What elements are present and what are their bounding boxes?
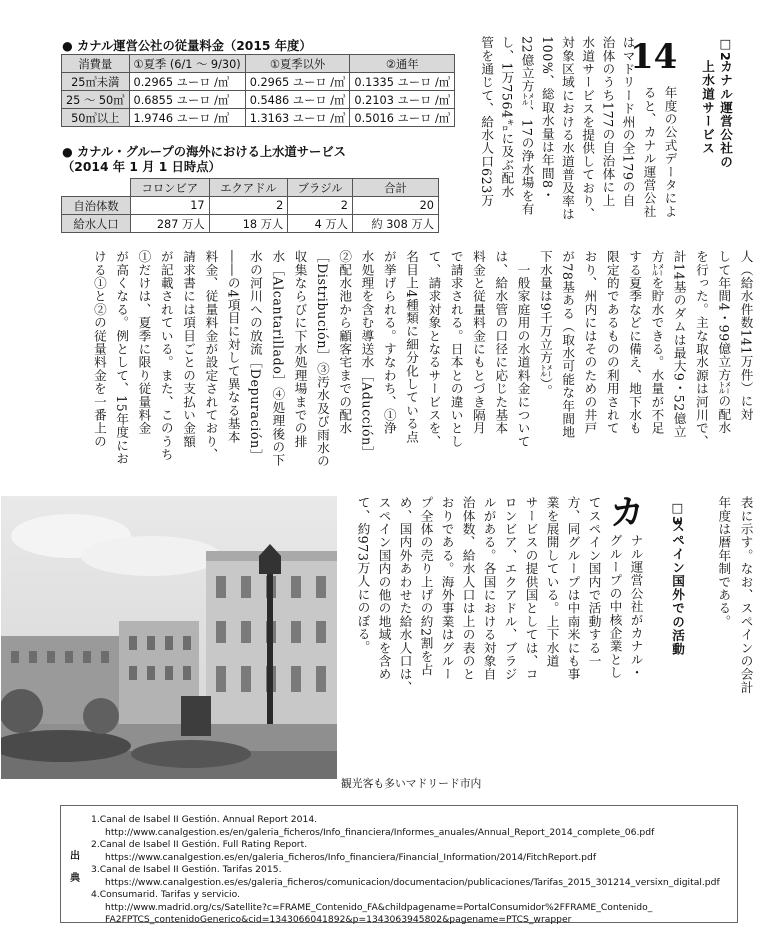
table-cell: 0.6855 ユーロ /㎥ xyxy=(129,91,245,109)
table-header-cell: ②通年 xyxy=(350,55,455,73)
sources-box xyxy=(60,805,738,923)
section2-lower-col-8: が78基ある（取水可能な年間地 xyxy=(560,250,576,439)
section3-heading-text: スペイン国外での活動 xyxy=(670,520,685,656)
section2-heading-line2: 上水道サービス xyxy=(700,60,715,156)
photo-caption: 観光客も多いマドリード市内 xyxy=(341,777,482,790)
section2-lower-col-16: が挙げられる。すなわち、①浄 xyxy=(381,250,397,435)
section2-lower-col-9: 下水量は9千万立方㍍）。 xyxy=(537,250,553,398)
section2-lower-col-0: 人（給水件数141万件）に対 xyxy=(738,250,754,422)
table-cell: 約 308 万人 xyxy=(352,215,438,233)
source-title: 3.Canal de Isabel II Gestión. Tarifas 2015. xyxy=(91,864,282,875)
table-row xyxy=(62,91,455,109)
table2-title-line1: ● カナル・グループの海外における上水道サービス xyxy=(62,145,346,159)
section2-lower-col-28: が高くなる。例として、15年度にお xyxy=(114,250,130,466)
sources-label xyxy=(67,846,83,890)
section2-upper-col-8: し、1万7564㌔に及ぶ配水 xyxy=(499,36,515,198)
table-cell: 0.2965 ユーロ /㎥ xyxy=(129,73,245,91)
source-title: 1.Canal de Isabel II Gestión. Annual Report 2014. xyxy=(91,814,318,825)
table-cell: 2 xyxy=(288,197,353,215)
table-cell: 0.2103 ユーロ /㎥ xyxy=(350,91,455,109)
table-overseas-service xyxy=(61,178,439,233)
photo-illustration xyxy=(1,496,337,779)
table2-title-line2: （2014 年 1 月 1 日時点） xyxy=(62,160,221,174)
sources-label-char: 出 xyxy=(70,851,80,862)
madrid-street-photo xyxy=(1,496,337,779)
section3-col-4: ロンビア、エクアドル、ブラジ xyxy=(502,496,518,681)
table-cell: 20 xyxy=(352,197,438,215)
section3-col-6: 治体数、給水人口は上の表のと xyxy=(460,496,476,681)
section2-lower-col-26: が記載されている。また、このうち xyxy=(158,250,174,462)
section3-col-0: てスペイン国内で活動する一 xyxy=(586,496,602,668)
section3-col-9: め、国内外あわせた給水人口は、 xyxy=(397,496,413,694)
table-header-row xyxy=(62,55,455,73)
section2-upper-col-5: 対象区域における水道普及率は xyxy=(559,36,575,221)
table-canal-rates xyxy=(61,54,455,127)
table-header-cell: ①夏季以外 xyxy=(245,55,350,73)
section2-lower-col-11: は、給水管の口径に応じた基本 xyxy=(493,250,509,435)
table-cell: 2 xyxy=(209,197,288,215)
table-cell: 自治体数 xyxy=(62,197,131,215)
section2-heading-line1: カナル運営公社の xyxy=(718,60,733,169)
section2-upper-col-3: 治体のうち177の自治体に上 xyxy=(600,36,616,208)
section2-lower-col-20: 収集ならびに下水処理場までの排 xyxy=(292,250,308,448)
table-cell: 給水人口 xyxy=(62,215,131,233)
table-cell: 287 万人 xyxy=(131,215,210,233)
section2-lower-col-1: して年間4・99億立方㍍の配水 xyxy=(716,250,732,435)
table-header-cell: ブラジル xyxy=(288,179,353,197)
section2-lower-col-19: ［Distribución］③汚水及び雨水の xyxy=(314,250,330,468)
section2-lower-col-24: 料金、従量料金が設定されており、 xyxy=(203,250,219,462)
section2-lower-col-7: おり、州内にはそのための井戸 xyxy=(582,250,598,435)
table-header-row xyxy=(62,179,439,197)
section3-col-2: 業を展開している。上下水道 xyxy=(544,496,560,668)
table-cell: 18 万人 xyxy=(209,215,288,233)
section3-col-5: ルがある。各国における対象自 xyxy=(481,496,497,681)
table-header-cell xyxy=(62,179,131,197)
section2-lower-col-2: を行った。主な取水源は河川で、 xyxy=(693,250,709,448)
table-row xyxy=(62,215,439,233)
table-cell: 25 ～ 50㎥ xyxy=(62,91,130,109)
section3-col-10: スペイン国内の他の地域を含め xyxy=(376,496,392,681)
section3-col-a0: ナル運営公社がカナル・ xyxy=(628,534,644,680)
table-row xyxy=(62,73,455,91)
section2-heading-number: □2 xyxy=(718,36,733,62)
section3-col-3: サービスの提供国としては、コ xyxy=(523,496,539,681)
source-url-link[interactable]: http://www.canalgestion.es/en/galeria_ficheros/Info_financiera/Informes_anuales/Annual_Report_2014_complete_06.pdf xyxy=(105,826,655,838)
section2-lower-col-14: て、請求対象となるサービスを、 xyxy=(426,250,442,448)
table-cell: 0.5016 ユーロ /㎥ xyxy=(350,109,455,127)
section2-lower-col-13: で請求される。日本との違いとし xyxy=(448,250,464,448)
section3-col-8: プ全体の売り上げの約2割を占 xyxy=(418,496,434,677)
section2-lower-col-27: ①だけは、夏季に限り従量料金 xyxy=(136,250,152,435)
section2-lower-col-15: 名目上4種類に細分化している点 xyxy=(404,250,420,444)
section2-bottom-col-1: 年度は暦年制である。 xyxy=(716,496,732,628)
table-cell: 50㎥以上 xyxy=(62,109,130,127)
section2-upper-col-4: 水道サービスを提供しており、 xyxy=(580,36,596,221)
section2-lower-col-22: 水の河川への放流［Depuración］ xyxy=(247,250,263,463)
table-cell: 0.5486 ユーロ /㎥ xyxy=(245,91,350,109)
section2-lower-col-5: する夏季などに備え、地下水も xyxy=(627,250,643,435)
section2-lower-col-12: 料金と従量料金にもとづき隔月 xyxy=(470,250,486,435)
section2-bottom-col-0: 表に示す。なお、スペインの会計 xyxy=(738,496,754,694)
section2-lower-col-4: 方㍍を貯水できる。水量が不足 xyxy=(649,250,665,435)
section2-lower-col-18: ②配水池から顧客宅までの配水 xyxy=(337,250,353,435)
section3-col-11: て、約973万人にのぼる。 xyxy=(355,496,371,654)
table-cell: 1.3163 ユーロ /㎥ xyxy=(245,109,350,127)
table-header-cell: 消費量 xyxy=(62,55,130,73)
section3-col-7: おりである。海外事業はグルー xyxy=(439,496,455,681)
section2-lower-col-17: 水処理を含む導送水［Aducción］ xyxy=(359,250,375,460)
section3-col-1: 方、同グループは中南米にも事 xyxy=(565,496,581,681)
table-row xyxy=(62,109,455,127)
section3-heading-number: □3 xyxy=(670,500,685,526)
source-url-link[interactable]: https://www.canalgestion.es/es/galeria_ficheros/comunicacion/documentacion/publicaciones/Tarifas_2015_301214_versixn_digital.pdf xyxy=(105,876,720,888)
section2-lower-col-10: 一般家庭用の水道料金について xyxy=(515,250,531,448)
table-cell: 17 xyxy=(131,197,210,215)
table1-title: ● カナル運営公社の従量料金（2015 年度） xyxy=(62,39,312,53)
source-url-link[interactable]: FA2FPTCS_contenidoGenerico&cid=1343066041892&p=1343063945802&pagename=PTCS_wrapper xyxy=(105,914,572,925)
section2-upper-col-1: ると、カナル運営公社 xyxy=(641,86,657,218)
table-header-cell: 合計 xyxy=(352,179,438,197)
table-cell: 1.9746 ユーロ /㎥ xyxy=(129,109,245,127)
section2-lower-col-29: ける①と②の従量料金を一番上の xyxy=(91,250,107,448)
section2-lower-col-25: 請求書には項目ごとの支払い金額 xyxy=(181,250,197,448)
section2-big-number: 14 xyxy=(630,37,678,77)
section2-lower-col-21: 水［Alcantarillado］④処理後の下 xyxy=(270,250,286,467)
section3-big-char: カ xyxy=(610,493,644,533)
section2-lower-col-23: ――の4項目に対して異なる基本 xyxy=(225,250,241,444)
table-cell: 0.1335 ユーロ /㎥ xyxy=(350,73,455,91)
section2-upper-col-7: 22億立方㍍、17の浄水場を有 xyxy=(519,36,535,216)
section2-upper-col-6: 100%、総取水量は年間8・ xyxy=(539,36,555,202)
source-url-link[interactable]: http://www.madrid.org/cs/Satellite?c=FRAME_Contenido_FA&childpagename=PortalConsumidor%2FFRAME_Contenido_ xyxy=(105,901,653,913)
section3-col-a1: グループの中核企業とし xyxy=(607,534,623,680)
table-header-cell: ①夏季 (6/1 ～ 9/30) xyxy=(129,55,245,73)
section2-upper-col-9: 管を通じて、給水人口623万 xyxy=(479,36,495,208)
source-title: 2.Canal de Isabel II Gestión. Full Rating Report. xyxy=(91,839,308,850)
table-header-cell: コロンビア xyxy=(131,179,210,197)
table-cell: 25㎥未満 xyxy=(62,73,130,91)
table-cell: 0.2965 ユーロ /㎥ xyxy=(245,73,350,91)
sources-list xyxy=(91,814,720,927)
source-url-link[interactable]: https://www.canalgestion.es/en/galeria_ficheros/Info_financiera/Financial_Information/2014/FitchReport.pdf xyxy=(105,851,597,863)
section2-lower-col-6: 限定的であるものの利用されて xyxy=(604,250,620,435)
sources-label-char: 典 xyxy=(70,873,80,884)
section2-lower-col-3: 計14基のダムは最大9・52億立 xyxy=(671,250,687,439)
source-title: 4.Consumarid. Tarifas y servicio. xyxy=(91,889,240,900)
table-row xyxy=(62,197,439,215)
table-header-cell: エクアドル xyxy=(209,179,288,197)
section2-upper-col-0: 年度の公式データによ xyxy=(662,86,678,218)
table-cell: 4 万人 xyxy=(288,215,353,233)
section2-upper-col-2: はマドリード州の全179の自 xyxy=(620,36,636,208)
